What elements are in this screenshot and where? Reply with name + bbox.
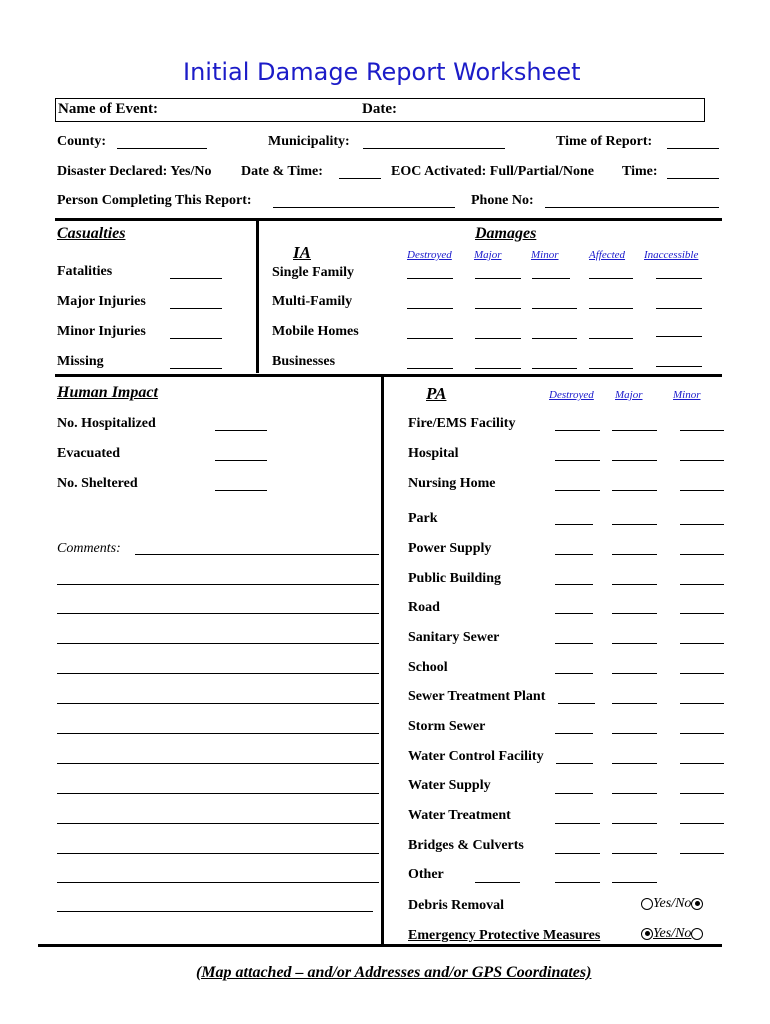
pa-row-label: Public Building — [408, 571, 501, 586]
pa-col-major: Major — [615, 389, 643, 401]
pa-field[interactable] — [680, 793, 724, 794]
comments-line[interactable] — [57, 584, 379, 585]
comments-line[interactable] — [57, 823, 379, 824]
pa-field[interactable] — [555, 673, 593, 674]
phone-no-label: Phone No: — [471, 193, 534, 208]
county-label: County: — [57, 134, 107, 149]
casualty-major-injuries: Major Injuries — [57, 294, 146, 309]
pa-field[interactable] — [475, 882, 520, 883]
ia-multi-family: Multi-Family — [272, 294, 353, 309]
ia-single-family: Single Family — [272, 265, 355, 280]
comments-line[interactable] — [57, 853, 379, 854]
comments-label: Comments: — [57, 541, 121, 556]
pa-row-label: Storm Sewer — [408, 719, 486, 734]
pa-field[interactable] — [555, 524, 593, 525]
casualty-field[interactable] — [170, 338, 222, 339]
no-label: No — [675, 896, 692, 911]
yes-label: Yes/ — [653, 896, 676, 911]
pa-row-label: Hospital — [408, 446, 459, 461]
pa-field[interactable] — [612, 882, 657, 883]
casualty-missing: Missing — [57, 354, 104, 369]
ia-field[interactable] — [532, 308, 577, 309]
ia-field[interactable] — [589, 338, 633, 339]
pa-row-label: Sewer Treatment Plant — [408, 689, 546, 704]
casualty-fatalities: Fatalities — [57, 264, 113, 279]
pa-field[interactable] — [680, 524, 724, 525]
debris-yes-radio[interactable] — [641, 898, 653, 910]
pa-row-label: Power Supply — [408, 541, 492, 556]
person-completing-field[interactable] — [273, 207, 455, 208]
debris-removal-label: Debris Removal — [408, 898, 505, 913]
pa-row-label: Water Treatment — [408, 808, 511, 823]
page-title: Initial Damage Report Worksheet — [183, 58, 581, 86]
hi-field[interactable] — [215, 430, 267, 431]
map-attached-note: (Map attached – and/or Addresses and/or GPS Coordinates) — [196, 964, 592, 981]
pa-field[interactable] — [555, 430, 600, 431]
pa-heading: PA — [426, 384, 447, 403]
pa-field[interactable] — [555, 853, 600, 854]
ia-field[interactable] — [656, 336, 702, 337]
pa-field[interactable] — [612, 613, 657, 614]
pa-row-label: Water Control Facility — [408, 749, 544, 764]
comments-line[interactable] — [135, 554, 379, 555]
ia-field[interactable] — [475, 338, 521, 339]
pa-field[interactable] — [680, 643, 724, 644]
human-impact-divider — [381, 376, 384, 944]
date-time-field[interactable] — [339, 178, 381, 179]
comments-line[interactable] — [57, 673, 379, 674]
pa-row-label: Road — [408, 600, 440, 615]
casualties-heading: Casualties — [57, 225, 126, 242]
pa-field[interactable] — [555, 584, 593, 585]
ia-field[interactable] — [475, 308, 521, 309]
ia-field[interactable] — [475, 278, 521, 279]
hi-field[interactable] — [215, 460, 267, 461]
time-of-report-field[interactable] — [667, 148, 719, 149]
pa-row-label: Water Supply — [408, 778, 491, 793]
pa-field[interactable] — [680, 673, 724, 674]
ia-heading: IA — [293, 243, 311, 262]
hi-sheltered: No. Sheltered — [57, 476, 138, 491]
ia-field[interactable] — [407, 368, 453, 369]
pa-row-label: Other — [408, 867, 444, 882]
pa-field[interactable] — [555, 490, 600, 491]
debris-removal-options — [641, 896, 703, 912]
comments-line[interactable] — [57, 703, 379, 704]
pa-field[interactable] — [558, 703, 595, 704]
pa-field[interactable] — [555, 823, 600, 824]
pa-field[interactable] — [555, 793, 593, 794]
comments-line[interactable] — [57, 643, 379, 644]
casualty-field[interactable] — [170, 278, 222, 279]
pa-field[interactable] — [612, 703, 657, 704]
casualty-minor-injuries: Minor Injuries — [57, 324, 146, 339]
pa-field[interactable] — [680, 584, 724, 585]
pa-field[interactable] — [612, 763, 657, 764]
pa-field[interactable] — [612, 793, 657, 794]
pa-field[interactable] — [612, 733, 657, 734]
comments-line[interactable] — [57, 613, 379, 614]
time-of-report-label: Time of Report: — [556, 134, 653, 149]
emergency-no-radio[interactable] — [691, 928, 703, 940]
pa-field[interactable] — [680, 733, 724, 734]
pa-field[interactable] — [555, 613, 593, 614]
pa-field[interactable] — [612, 524, 657, 525]
ia-field[interactable] — [407, 308, 453, 309]
municipality-field[interactable] — [363, 148, 505, 149]
municipality-label: Municipality: — [268, 134, 350, 149]
comments-line[interactable] — [57, 733, 379, 734]
pa-field[interactable] — [555, 460, 600, 461]
ia-col-inaccessible: Inaccessible — [644, 249, 699, 261]
pa-field[interactable] — [612, 643, 657, 644]
pa-field[interactable] — [680, 430, 724, 431]
pa-row-label: Fire/EMS Facility — [408, 416, 516, 431]
ia-field[interactable] — [589, 278, 633, 279]
ia-field[interactable] — [589, 368, 633, 369]
ia-col-affected: Affected — [589, 249, 626, 261]
human-impact-heading: Human Impact — [57, 384, 158, 401]
ia-field[interactable] — [407, 338, 453, 339]
ia-col-minor: Minor — [531, 249, 559, 261]
comments-line[interactable] — [57, 882, 379, 883]
casualties-divider — [256, 220, 259, 373]
ia-col-major: Major — [474, 249, 502, 261]
section-divider-bottom — [38, 944, 722, 947]
pa-field[interactable] — [680, 613, 724, 614]
pa-row-label: Nursing Home — [408, 476, 496, 491]
phone-no-field[interactable] — [545, 207, 719, 208]
ia-mobile-homes: Mobile Homes — [272, 324, 359, 339]
hi-field[interactable] — [215, 490, 267, 491]
ia-field[interactable] — [589, 308, 633, 309]
casualty-field[interactable] — [170, 368, 222, 369]
pa-field[interactable] — [612, 823, 657, 824]
ia-field[interactable] — [475, 368, 521, 369]
pa-field[interactable] — [555, 554, 593, 555]
date-label: Date: — [362, 101, 397, 117]
section-divider-top — [55, 218, 722, 221]
comments-line[interactable] — [57, 763, 379, 764]
eoc-activated-label: EOC Activated: Full/Partial/None — [391, 164, 594, 179]
section-divider-middle — [55, 374, 722, 377]
ia-field[interactable] — [532, 338, 577, 339]
ia-field[interactable] — [407, 278, 453, 279]
pa-row-label: Park — [408, 511, 438, 526]
casualty-field[interactable] — [170, 308, 222, 309]
pa-field[interactable] — [612, 554, 657, 555]
county-field[interactable] — [117, 148, 207, 149]
disaster-declared-label: Disaster Declared: Yes/No — [57, 164, 212, 179]
ia-col-destroyed: Destroyed — [407, 249, 452, 261]
yes-label: Yes/ — [653, 926, 676, 941]
damages-heading: Damages — [475, 225, 537, 242]
pa-field[interactable] — [612, 460, 657, 461]
ia-field[interactable] — [532, 278, 570, 279]
emergency-yes-radio[interactable] — [641, 928, 653, 940]
no-label: No — [675, 926, 692, 941]
pa-field[interactable] — [680, 490, 724, 491]
pa-field[interactable] — [680, 763, 724, 764]
ia-businesses: Businesses — [272, 354, 336, 369]
time-field[interactable] — [667, 178, 719, 179]
pa-field[interactable] — [680, 703, 724, 704]
pa-field[interactable] — [680, 823, 724, 824]
pa-field[interactable] — [680, 554, 724, 555]
date-time-label: Date & Time: — [241, 164, 323, 179]
comments-line[interactable] — [57, 911, 373, 912]
comments-line[interactable] — [57, 793, 379, 794]
pa-field[interactable] — [556, 763, 593, 764]
pa-field[interactable] — [680, 460, 724, 461]
pa-field[interactable] — [555, 733, 593, 734]
person-completing-label: Person Completing This Report: — [57, 193, 252, 208]
pa-col-destroyed: Destroyed — [549, 389, 594, 401]
ia-field[interactable] — [656, 308, 702, 309]
pa-field[interactable] — [612, 853, 657, 854]
pa-row-label: Bridges & Culverts — [408, 838, 524, 853]
name-of-event-label: Name of Event: — [58, 101, 158, 117]
pa-field[interactable] — [555, 882, 600, 883]
hi-hospitalized: No. Hospitalized — [57, 416, 156, 431]
pa-field[interactable] — [612, 673, 657, 674]
pa-row-label: School — [408, 660, 448, 675]
hi-evacuated: Evacuated — [57, 446, 120, 461]
time-label: Time: — [622, 164, 658, 179]
debris-no-radio[interactable] — [691, 898, 703, 910]
pa-row-label: Sanitary Sewer — [408, 630, 500, 645]
pa-col-minor: Minor — [673, 389, 701, 401]
ia-field[interactable] — [656, 278, 702, 279]
ia-field[interactable] — [532, 368, 577, 369]
pa-field[interactable] — [612, 430, 657, 431]
pa-field[interactable] — [680, 853, 724, 854]
emergency-measures-label: Emergency Protective Measures — [408, 928, 601, 943]
pa-field[interactable] — [612, 490, 657, 491]
ia-field[interactable] — [656, 366, 702, 367]
pa-field[interactable] — [555, 643, 593, 644]
pa-field[interactable] — [612, 584, 657, 585]
emergency-measures-options — [641, 926, 703, 942]
